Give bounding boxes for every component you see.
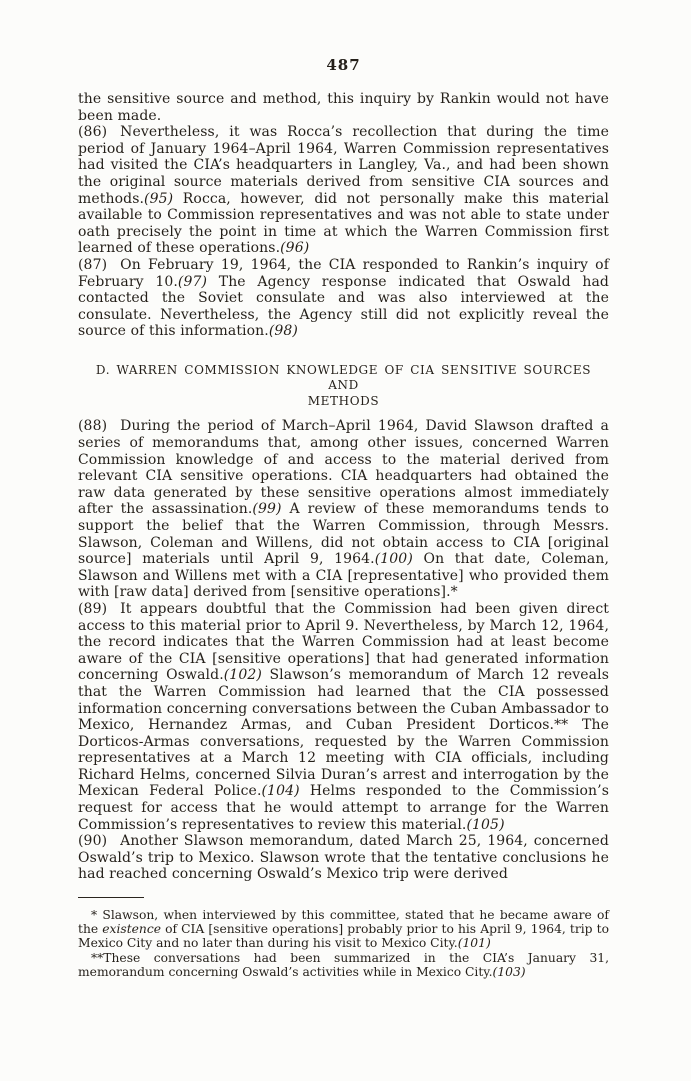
paragraph-number: (89) — [78, 600, 108, 617]
footnote-text: **These conversations had been summarized in the CIA’s January 31, memorandum concerning Oswald’s activities while in Mexico City.(103) — [78, 950, 609, 979]
paragraph-text: Nevertheless, it was Rocca’s recollection that during the time period of January 1964–April 1964, Warren Commission representatives had visited the CIA’s headquarters in Langley, Va., and had been shown the original source materials derived from sensitive CIA sources and methods.(95) Rocca, however, did not personally make this material available to Commission representatives and was not able to state under oath precisely the point in time at which the Warren Commission first learned of these operations.(96) — [78, 124, 609, 257]
paragraph-86 — [78, 124, 609, 257]
footnote-double-asterisk — [78, 951, 609, 979]
paragraph-text: On February 19, 1964, the CIA responded to Rankin’s inquiry of February 10.(97) The Agency response indicated that Oswald had contacted the Soviet consulate and was also interviewed at the consulate. Nevertheless, the Agency still did not explicitly reveal the source of this information.(98) — [78, 256, 609, 340]
paragraph-text: During the period of March–April 1964, David Slawson drafted a series of memorandums that, among other issues, concerned Warren Commission knowledge of and access to the material derived from relevant CIA sensitive operations. CIA headquarters had obtained the raw data generated by these sensitive operations almost immediately after the assassination.(99) A review of these memorandums tends to support the belief that the Warren Commission, through Messrs. Slawson, Coleman and Willens, did not obtain access to CIA [original source] materials until April 9, 1964.(100) On that date, Coleman, Slawson and Willens met with a CIA [representative] who provided them with [raw data] derived from [sensitive operations].* — [78, 418, 609, 601]
section-heading — [78, 363, 609, 410]
paragraph-87 — [78, 257, 609, 340]
paragraph-number: (90) — [78, 833, 108, 850]
footnote-divider — [78, 897, 144, 898]
text-block — [78, 56, 609, 979]
paragraph-89 — [78, 601, 609, 833]
paragraph-text: It appears doubtful that the Commission had been given direct access to this material prior to April 9. Nevertheless, by March 12, 1964, the record indicates that the Warren Commission had at least become aware of the CIA [sensitive operations] that had generated information concerning Oswald.(102) Slawson’s memorandum of March 12 reveals that the Warren Commission had learned that the CIA possessed information concerning conversations between the Cuban Ambassador to Mexico, Hernandez Armas, and Cuban President Dorticos.** The Dorticos-Armas conversations, requested by the Warren Commission representatives at a March 12 meeting with CIA officials, including Richard Helms, concerned Silvia Duran’s arrest and interrogation by the Mexican Federal Police.(104) Helms responded to the Commission’s request for access that he would attempt to arrange for the Warren Commission’s representatives to review this material.(105) — [78, 600, 609, 833]
paragraph-text: Another Slawson memorandum, dated March 25, 1964, concerned Oswald’s trip to Mexico. Slawson wrote that the tentative conclusions he had reached concerning Oswald’s Mexico trip were derived — [78, 833, 609, 883]
paragraph-number: (88) — [78, 418, 108, 435]
section-heading-line2: METHODS — [307, 393, 380, 408]
page-number: 487 — [326, 56, 361, 74]
paragraph-text: the sensitive source and method, this inquiry by Rankin would not have been made. — [78, 91, 609, 124]
paragraph-88 — [78, 418, 609, 601]
footnote-text: * Slawson, when interviewed by this committee, stated that he became aware of the existence of CIA [sensitive operations] probably prior to his April 9, 1964, trip to Mexico City and no later than during his visit to Mexico City.(101) — [78, 908, 609, 951]
paragraph-90 — [78, 833, 609, 883]
section-heading-line1: D. WARREN COMMISSION KNOWLEDGE OF CIA SENSITIVE SOURCES AND — [95, 362, 592, 393]
paragraph-number: (87) — [78, 256, 108, 273]
paragraph-continuation — [78, 91, 609, 124]
paragraph-number: (86) — [78, 124, 108, 141]
footnote-asterisk — [78, 908, 609, 951]
